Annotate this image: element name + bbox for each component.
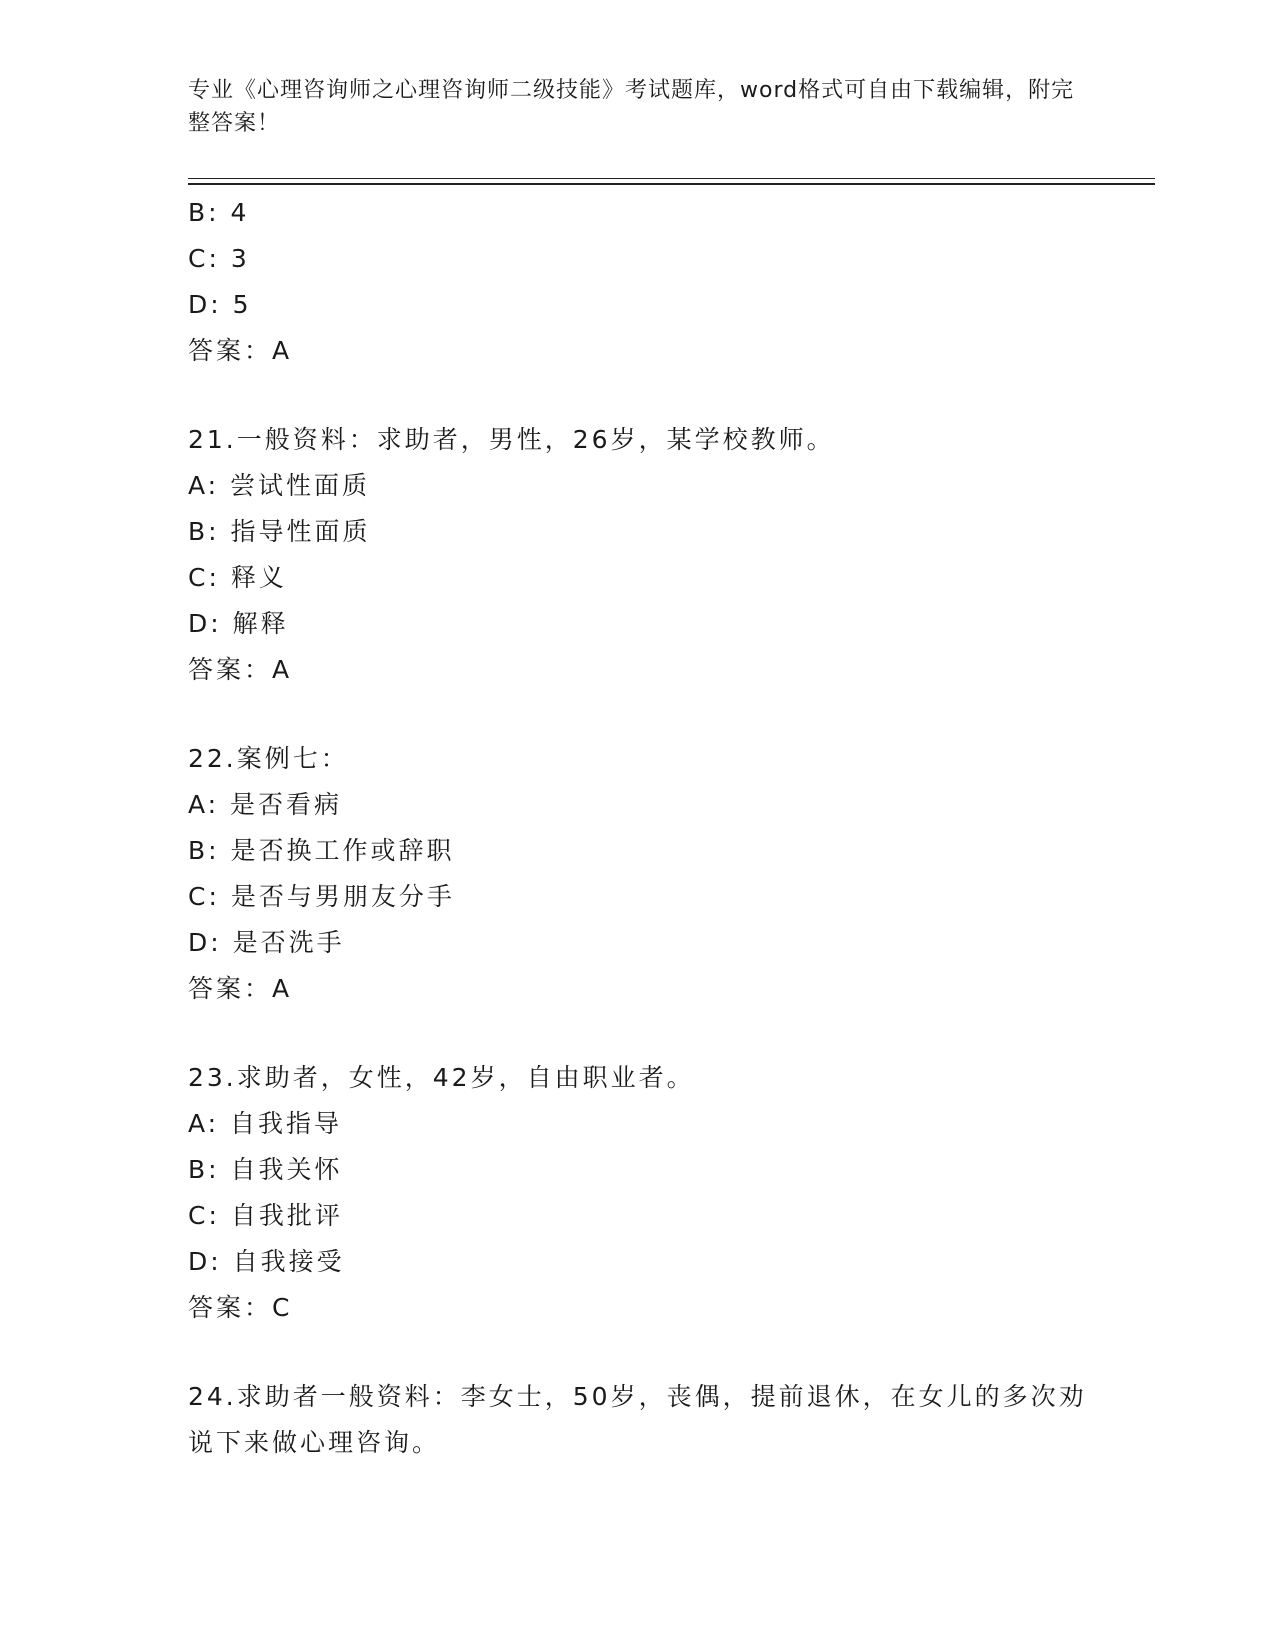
- option-a: A: 是否看病: [188, 790, 343, 819]
- option-a: A: 自我指导: [188, 1109, 343, 1138]
- option-d: D: 解释: [188, 609, 289, 638]
- answer: 答案：A: [188, 974, 293, 1003]
- document-header: 专业《心理咨询师之心理咨询师二级技能》考试题库，word格式可自由下载编辑，附完整答案！: [188, 78, 1075, 136]
- answer: 答案：A: [188, 655, 293, 684]
- option-b: B: 4: [188, 198, 250, 227]
- option-c: C: 3: [188, 244, 250, 273]
- header-divider-top: [188, 178, 1155, 179]
- header-divider-bottom: [188, 183, 1155, 185]
- question-stem: 24.求助者一般资料：李女士，50岁，丧偶，提前退休，在女儿的多次劝说下来做心理咨询。: [188, 1382, 1087, 1457]
- option-c: C: 自我批评: [188, 1201, 343, 1230]
- option-c: C: 是否与男朋友分手: [188, 882, 455, 911]
- option-d: D: 5: [188, 290, 252, 319]
- answer: 答案：C: [188, 1293, 293, 1322]
- option-a: A: 尝试性面质: [188, 471, 371, 500]
- option-b: B: 指导性面质: [188, 517, 371, 546]
- answer: 答案：A: [188, 336, 293, 365]
- option-d: D: 是否洗手: [188, 928, 345, 957]
- option-b: B: 自我关怀: [188, 1155, 343, 1184]
- question-stem: 23.求助者，女性，42岁，自由职业者。: [188, 1063, 695, 1092]
- question-list: [188, 190, 1128, 1466]
- option-b: B: 是否换工作或辞职: [188, 836, 455, 865]
- option-c: C: 释义: [188, 563, 287, 592]
- question-stem: 22.案例七：: [188, 744, 349, 773]
- question-stem: 21.一般资料：求助者，男性，26岁，某学校教师。: [188, 425, 835, 454]
- option-d: D: 自我接受: [188, 1247, 345, 1276]
